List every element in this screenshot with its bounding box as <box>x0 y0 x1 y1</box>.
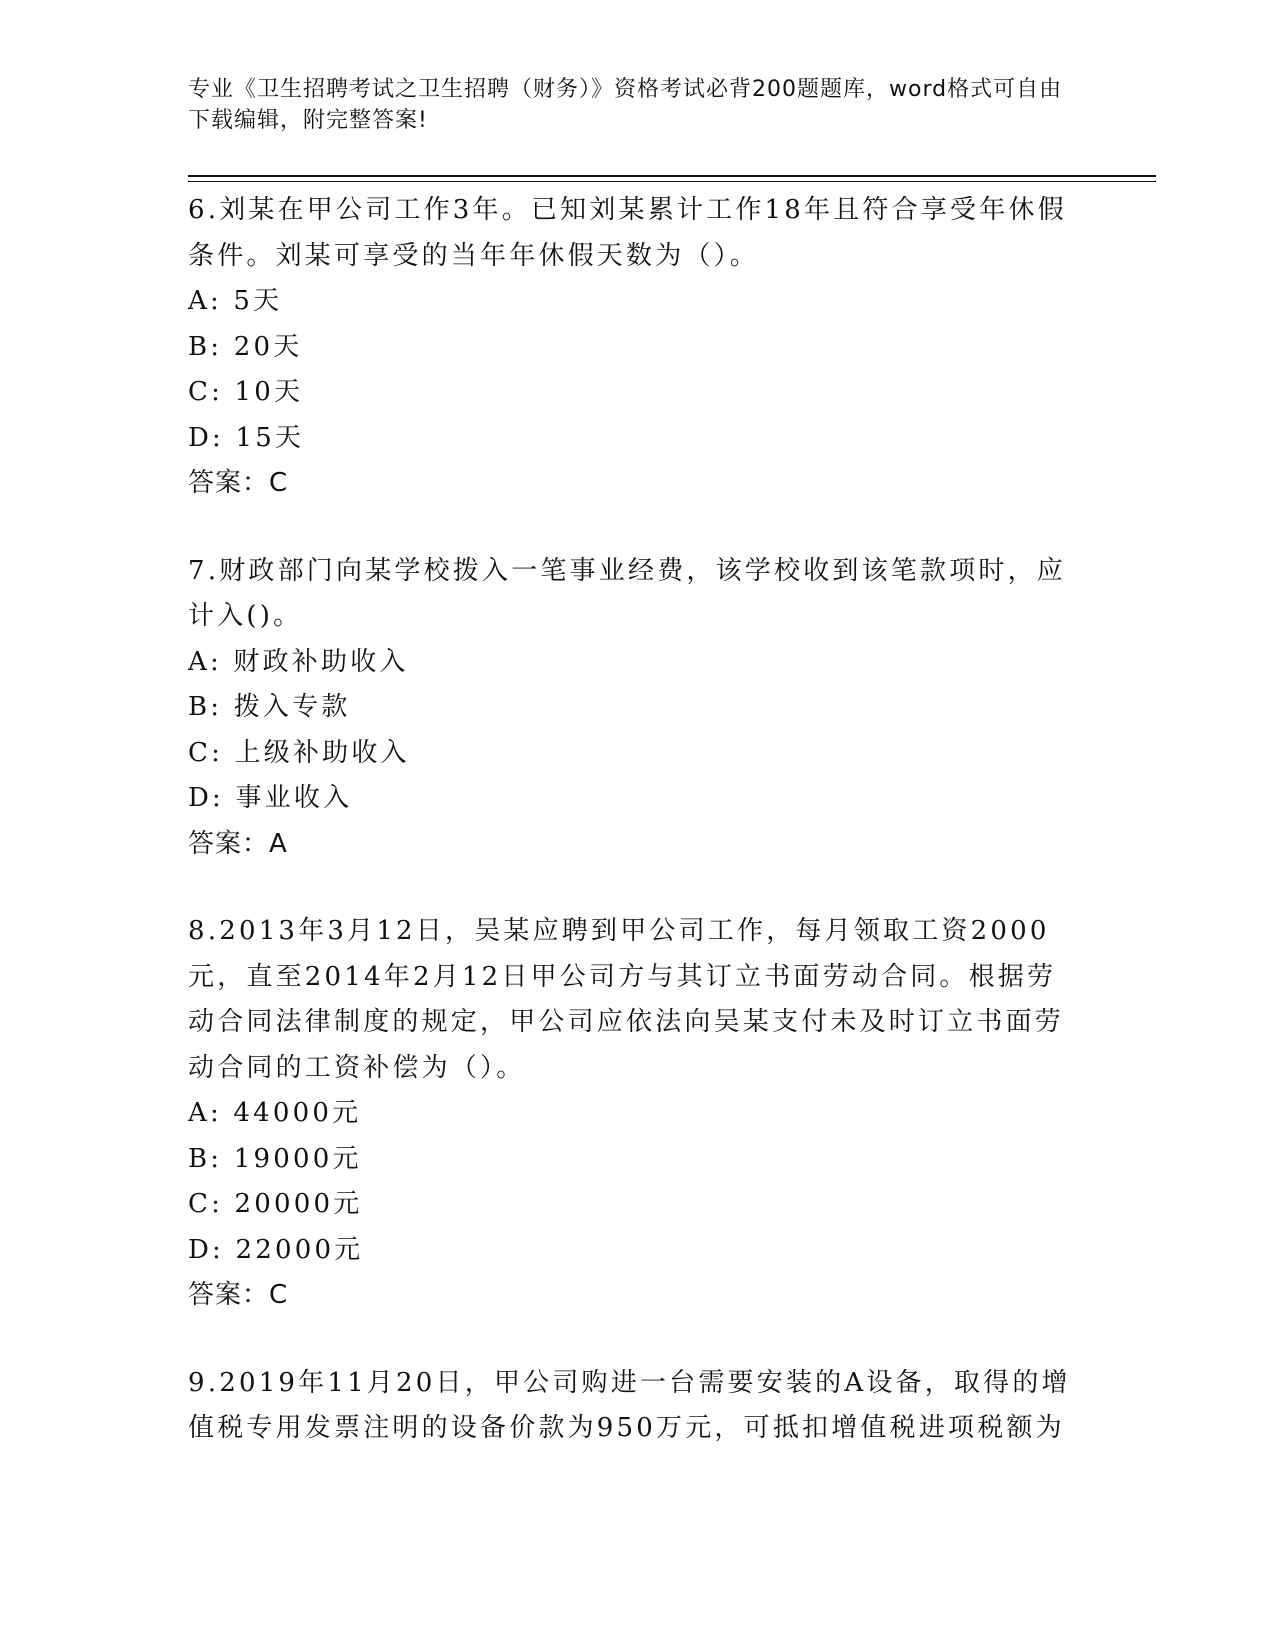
question-text: 9.2019年11月20日，甲公司购进一台需要安装的A设备，取得的增值税专用发票注明的设备价款为950万元，可抵扣增值税进项税额为 <box>188 1367 1071 1443</box>
answer: 答案：C <box>188 1280 289 1310</box>
header-rule-thin <box>188 181 1156 182</box>
option-c: C: 20000元 <box>188 1189 363 1219</box>
question-7 <box>188 549 1078 868</box>
question-text: 7.财政部门向某学校拨入一笔事业经费，该学校收到该笔款项时，应计入()。 <box>188 555 1067 631</box>
answer: 答案：C <box>188 468 289 498</box>
option-c: C: 上级补助收入 <box>188 737 410 768</box>
option-b: B: 19000元 <box>188 1143 362 1174</box>
question-8 <box>188 909 1078 1319</box>
question-text: 6.刘某在甲公司工作3年。已知刘某累计工作18年且符合享受年休假条件。刘某可享受的当年年休假天数为（）。 <box>188 195 1067 271</box>
option-c: C: 10天 <box>188 377 304 407</box>
question-6 <box>188 188 1078 507</box>
answer: 答案：A <box>188 828 288 859</box>
option-a: A: 44000元 <box>188 1098 362 1128</box>
question-9 <box>188 1361 1078 1452</box>
option-d: D: 22000元 <box>188 1234 364 1265</box>
header-rule-thick <box>188 175 1156 177</box>
option-a: A: 5天 <box>188 286 283 316</box>
question-text: 8.2013年3月12日，吴某应聘到甲公司工作，每月领取工资2000元，直至2014年2月12日甲公司方与其订立书面劳动合同。根据劳动合同法律制度的规定，甲公司应依法向吴某支付未及时订立书面劳动合同的工资补偿为（）。 <box>188 916 1065 1083</box>
option-a: A: 财政补助收入 <box>188 646 409 677</box>
question-list <box>188 188 1078 1494</box>
option-d: D: 事业收入 <box>188 783 353 813</box>
document-header: 专业《卫生招聘考试之卫生招聘（财务）》资格考试必背200题题库，word格式可自由下载编辑，附完整答案! <box>188 77 1063 133</box>
option-b: B: 拨入专款 <box>188 692 351 722</box>
option-b: B: 20天 <box>188 331 303 362</box>
option-d: D: 15天 <box>188 422 305 453</box>
